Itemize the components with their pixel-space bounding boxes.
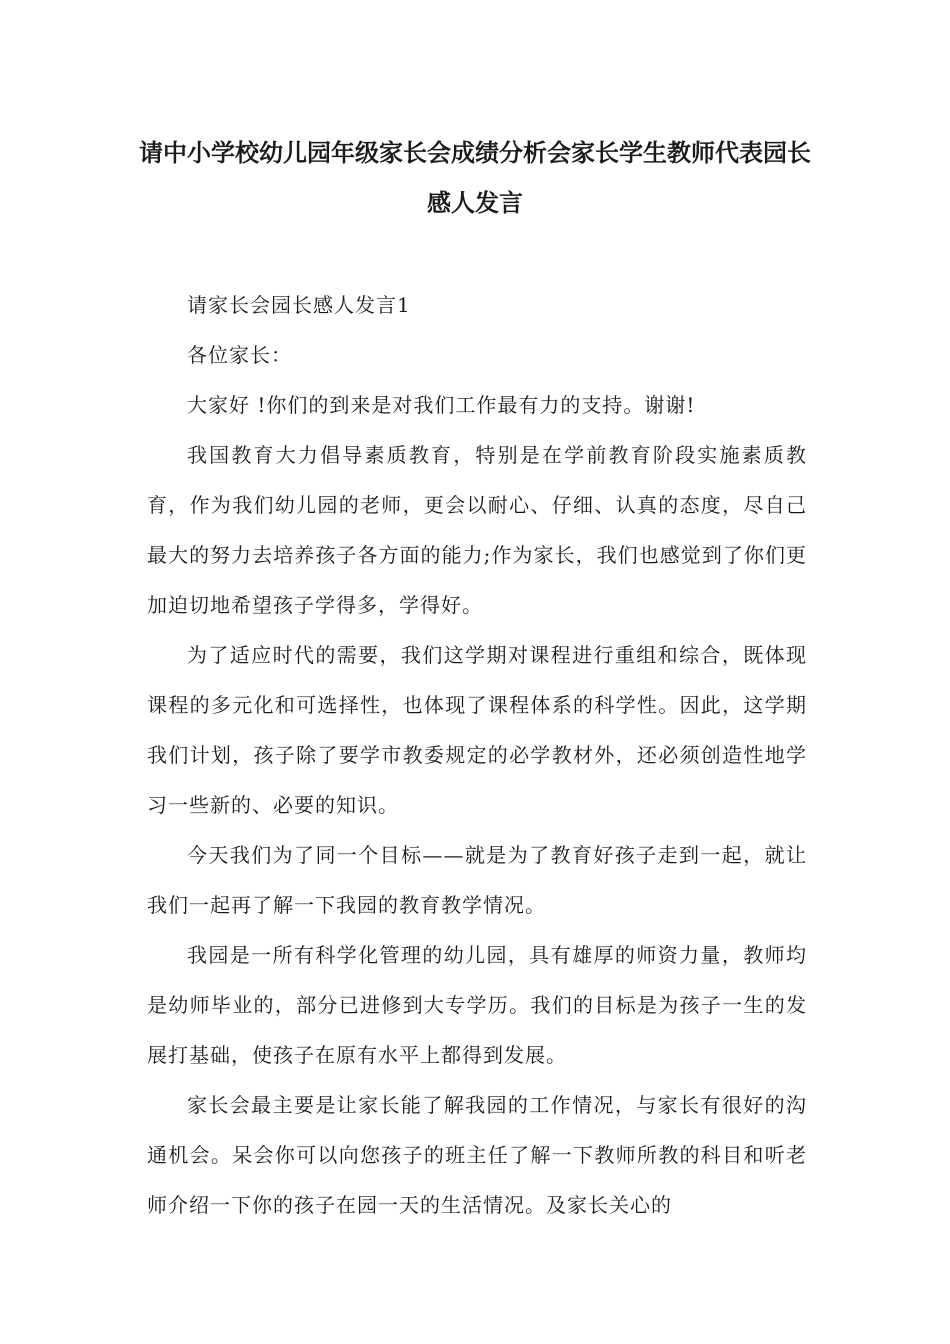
document-title: 请中小学校幼儿园年级家长会成绩分析会家长学生教师代表园长感人发言 (139, 139, 811, 217)
paragraph: 大家好 !你们的到来是对我们工作最有力的支持。谢谢! (187, 393, 696, 417)
paragraph: 我园是一所有科学化管理的幼儿园，具有雄厚的师资力量，教师均是幼师毕业的，部分已进修到大专学历。我们的目标是为孩子一生的发展打基础，使孩子在原有水平上都得到发展。 (147, 943, 807, 1067)
paragraph: 我国教育大力倡导素质教育，特别是在学前教育阶段实施素质教育，作为我们幼儿园的老师，更会以耐心、仔细、认真的态度，尽自己最大的努力去培养孩子各方面的能力;作为家长，我们也感觉到了你们更加迫切地希望孩子学得多，学得好。 (147, 443, 807, 617)
paragraph: 为了适应时代的需要，我们这学期对课程进行重组和综合，既体现课程的多元化和可选择性，也体现了课程体系的科学性。因此，这学期我们计划，孩子除了要学市教委规定的必学教材外，还必须创造性地学习一些新的、必要的知识。 (147, 643, 807, 817)
paragraph: 今天我们为了同一个目标——就是为了教育好孩子走到一起，就让我们一起再了解一下我园的教育教学情况。 (147, 843, 807, 917)
paragraph-heading: 请家长会园长感人发言1 (187, 293, 411, 317)
paragraph-salutation: 各位家长： (187, 343, 292, 367)
paragraph: 家长会最主要是让家长能了解我园的工作情况，与家长有很好的沟通机会。呆会你可以向您孩子的班主任了解一下教师所教的科目和听老师介绍一下你的孩子在园一天的生活情况。及家长关心的 (147, 1093, 807, 1217)
document-body (147, 280, 807, 1230)
